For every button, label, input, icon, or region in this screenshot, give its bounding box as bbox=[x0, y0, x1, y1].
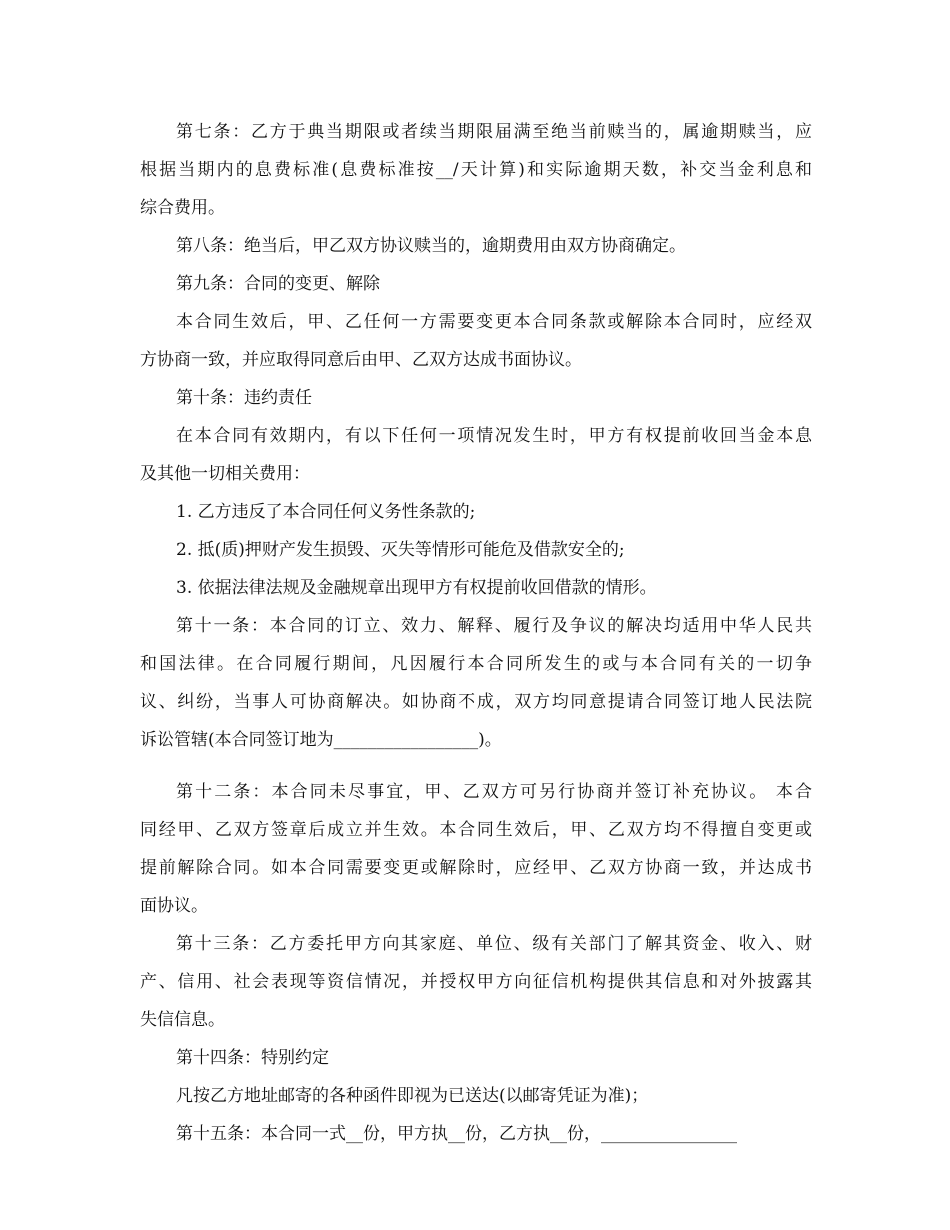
text-line: 2. 抵(质)押财产发生损毁、灭失等情形可能危及借款安全的; bbox=[176, 540, 625, 560]
text-line: 本合同生效后，甲、乙任何一方需要变更本合同条款或解除本合同时，应经双 bbox=[176, 312, 812, 332]
text-line: 诉讼管辖(本合同签订地为_________________)。 bbox=[140, 730, 502, 750]
text-line: 第十四条：特别约定 bbox=[176, 1048, 329, 1068]
paragraph-gap bbox=[140, 759, 812, 773]
text-line: 第七条：乙方于典当期限或者续当期限届满至绝当前赎当的，属逾期赎当，应 bbox=[176, 122, 812, 142]
text-line: 第十条：违约责任 bbox=[176, 388, 312, 408]
text-line: 第十一条：本合同的订立、效力、解释、履行及争议的解决均适用中华人民共 bbox=[176, 616, 812, 636]
text-line: 在本合同有效期内，有以下任何一项情况发生时，甲方有权提前收回当金本息 bbox=[176, 426, 812, 446]
text-line: 面协议。 bbox=[140, 896, 208, 916]
text-line: 第十三条：乙方委托甲方向其家庭、单位、级有关部门了解其资金、收入、财 bbox=[176, 934, 812, 954]
text-line: 凡按乙方地址邮寄的各种函件即视为已送达(以邮寄凭证为准)； bbox=[176, 1086, 649, 1106]
text-line: 根据当期内的息费标准(息费标准按__/天计算)和实际逾期天数，补交当金利息和 bbox=[140, 160, 812, 180]
text-line: 方协商一致，并应取得同意后由甲、乙双方达成书面协议。 bbox=[140, 350, 582, 370]
text-line: 第九条：合同的变更、解除 bbox=[176, 274, 380, 294]
text-line: 提前解除合同。如本合同需要变更或解除时，应经甲、乙双方协商一致，并达成书 bbox=[140, 858, 812, 878]
text-line: 失信信息。 bbox=[140, 1010, 225, 1030]
text-line: 和国法律。在合同履行期间，凡因履行本合同所发生的或与本合同有关的一切争 bbox=[140, 654, 812, 674]
text-line: 综合费用。 bbox=[140, 198, 225, 218]
text-line: 产、信用、社会表现等资信情况，并授权甲方向征信机构提供其信息和对外披露其 bbox=[140, 972, 812, 992]
text-line: 第十五条：本合同一式__份，甲方执__份，乙方执__份，________________ bbox=[176, 1124, 737, 1144]
text-line: 3. 依据法律法规及金融规章出现甲方有权提前收回借款的情形。 bbox=[176, 578, 657, 598]
text-line: 及其他一切相关费用： bbox=[140, 464, 310, 484]
text-line: 议、纠纷，当事人可协商解决。如协商不成，双方均同意提请合同签订地人民法院 bbox=[140, 692, 812, 712]
text-line: 同经甲、乙双方签章后成立并生效。本合同生效后，甲、乙双方均不得擅自变更或 bbox=[140, 820, 812, 840]
text-line: 第八条：绝当后，甲乙双方协议赎当的，逾期费用由双方协商确定。 bbox=[176, 236, 686, 256]
text-line: 1. 乙方违反了本合同任何义务性条款的; bbox=[176, 502, 476, 522]
document-page bbox=[140, 113, 812, 1153]
text-line: 第十二条：本合同未尽事宜，甲、乙双方可另行协商并签订补充协议。 本合 bbox=[176, 782, 812, 802]
